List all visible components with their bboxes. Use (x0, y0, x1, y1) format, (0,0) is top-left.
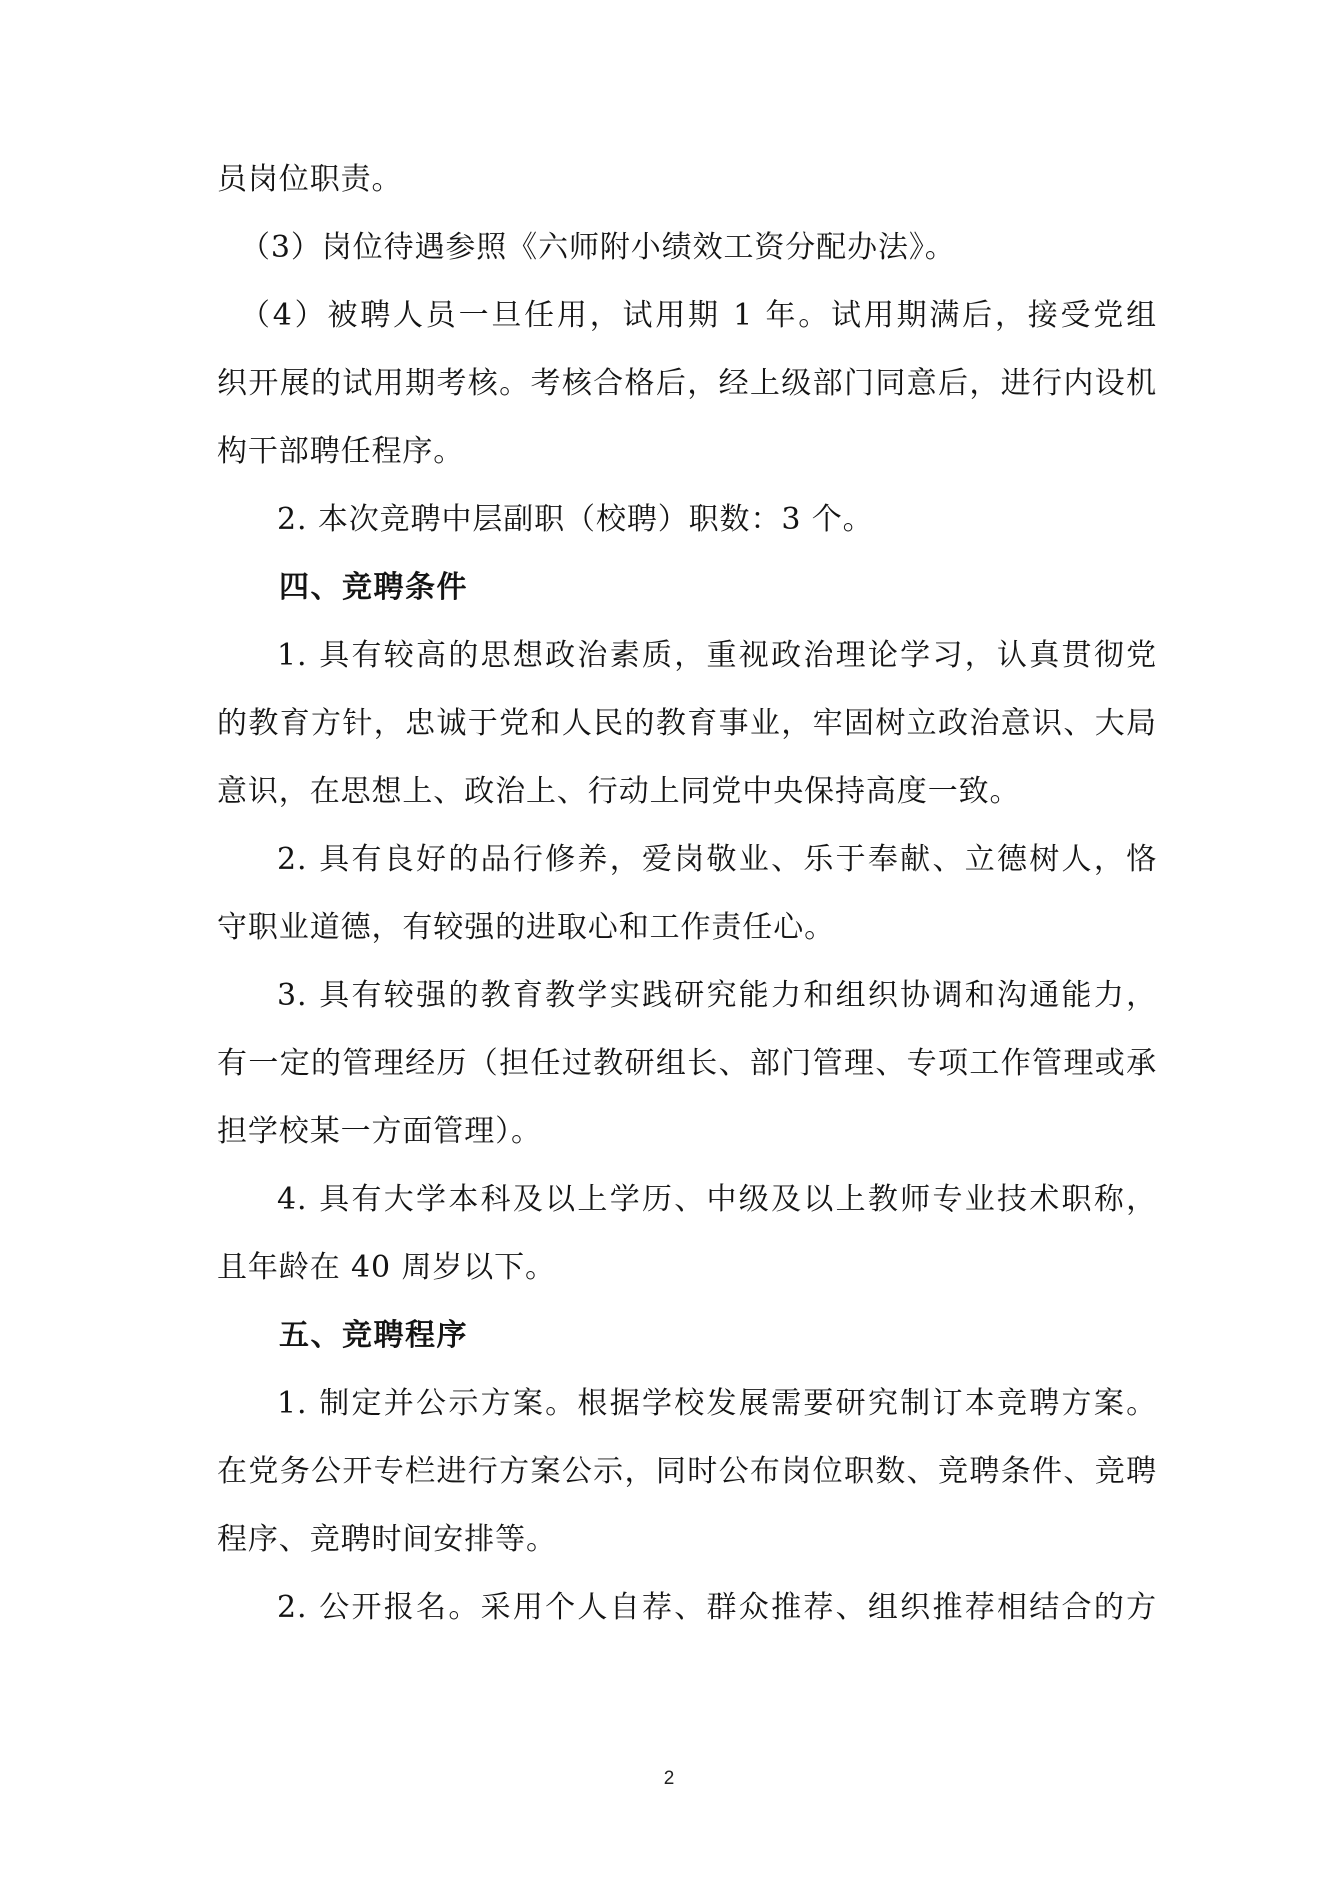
text-line: 有一定的管理经历（担任过教研组长、部门管理、专项工作管理或承 (217, 1046, 1157, 1081)
text-line: 2. 具有良好的品行修养，爱岗敬业、乐于奉献、立德树人，恪 (277, 842, 1157, 877)
text-line: 守职业道德，有较强的进取心和工作责任心。 (217, 910, 835, 945)
text-line: 担学校某一方面管理）。 (217, 1114, 542, 1149)
text-line: （4）被聘人员一旦任用，试用期 1 年。试用期满后，接受党组 (240, 298, 1157, 333)
text-line: 程序、竞聘时间安排等。 (217, 1522, 557, 1557)
text-line: 在党务公开专栏进行方案公示，同时公布岗位职数、竞聘条件、竞聘 (217, 1454, 1157, 1489)
text-line: （3）岗位待遇参照《六师附小绩效工资分配办法》。 (240, 230, 956, 265)
text-line: 构干部聘任程序。 (217, 434, 465, 469)
text-line: 2. 本次竞聘中层副职（校聘）职数：3 个。 (277, 502, 874, 537)
text-line: 2. 公开报名。采用个人自荐、群众推荐、组织推荐相结合的方 (277, 1590, 1157, 1625)
text-line: 意识，在思想上、政治上、行动上同党中央保持高度一致。 (217, 774, 1021, 809)
page-number: 2 (663, 1768, 675, 1789)
text-line: 1. 具有较高的思想政治素质，重视政治理论学习，认真贯彻党 (277, 638, 1157, 673)
text-line: 4. 具有大学本科及以上学历、中级及以上教师专业技术职称， (277, 1182, 1157, 1217)
text-line: 织开展的试用期考核。考核合格后，经上级部门同意后，进行内设机 (217, 366, 1157, 401)
text-line: 员岗位职责。 (217, 162, 403, 197)
text-line: 3. 具有较强的教育教学实践研究能力和组织协调和沟通能力， (277, 978, 1157, 1013)
text-line: 1. 制定并公示方案。根据学校发展需要研究制订本竞聘方案。 (277, 1386, 1157, 1421)
section-heading: 五、竞聘程序 (279, 1318, 468, 1353)
text-line: 的教育方针，忠诚于党和人民的教育事业，牢固树立政治意识、大局 (217, 706, 1157, 741)
section-heading: 四、竞聘条件 (279, 570, 468, 605)
text-line: 且年龄在 40 周岁以下。 (217, 1250, 556, 1285)
